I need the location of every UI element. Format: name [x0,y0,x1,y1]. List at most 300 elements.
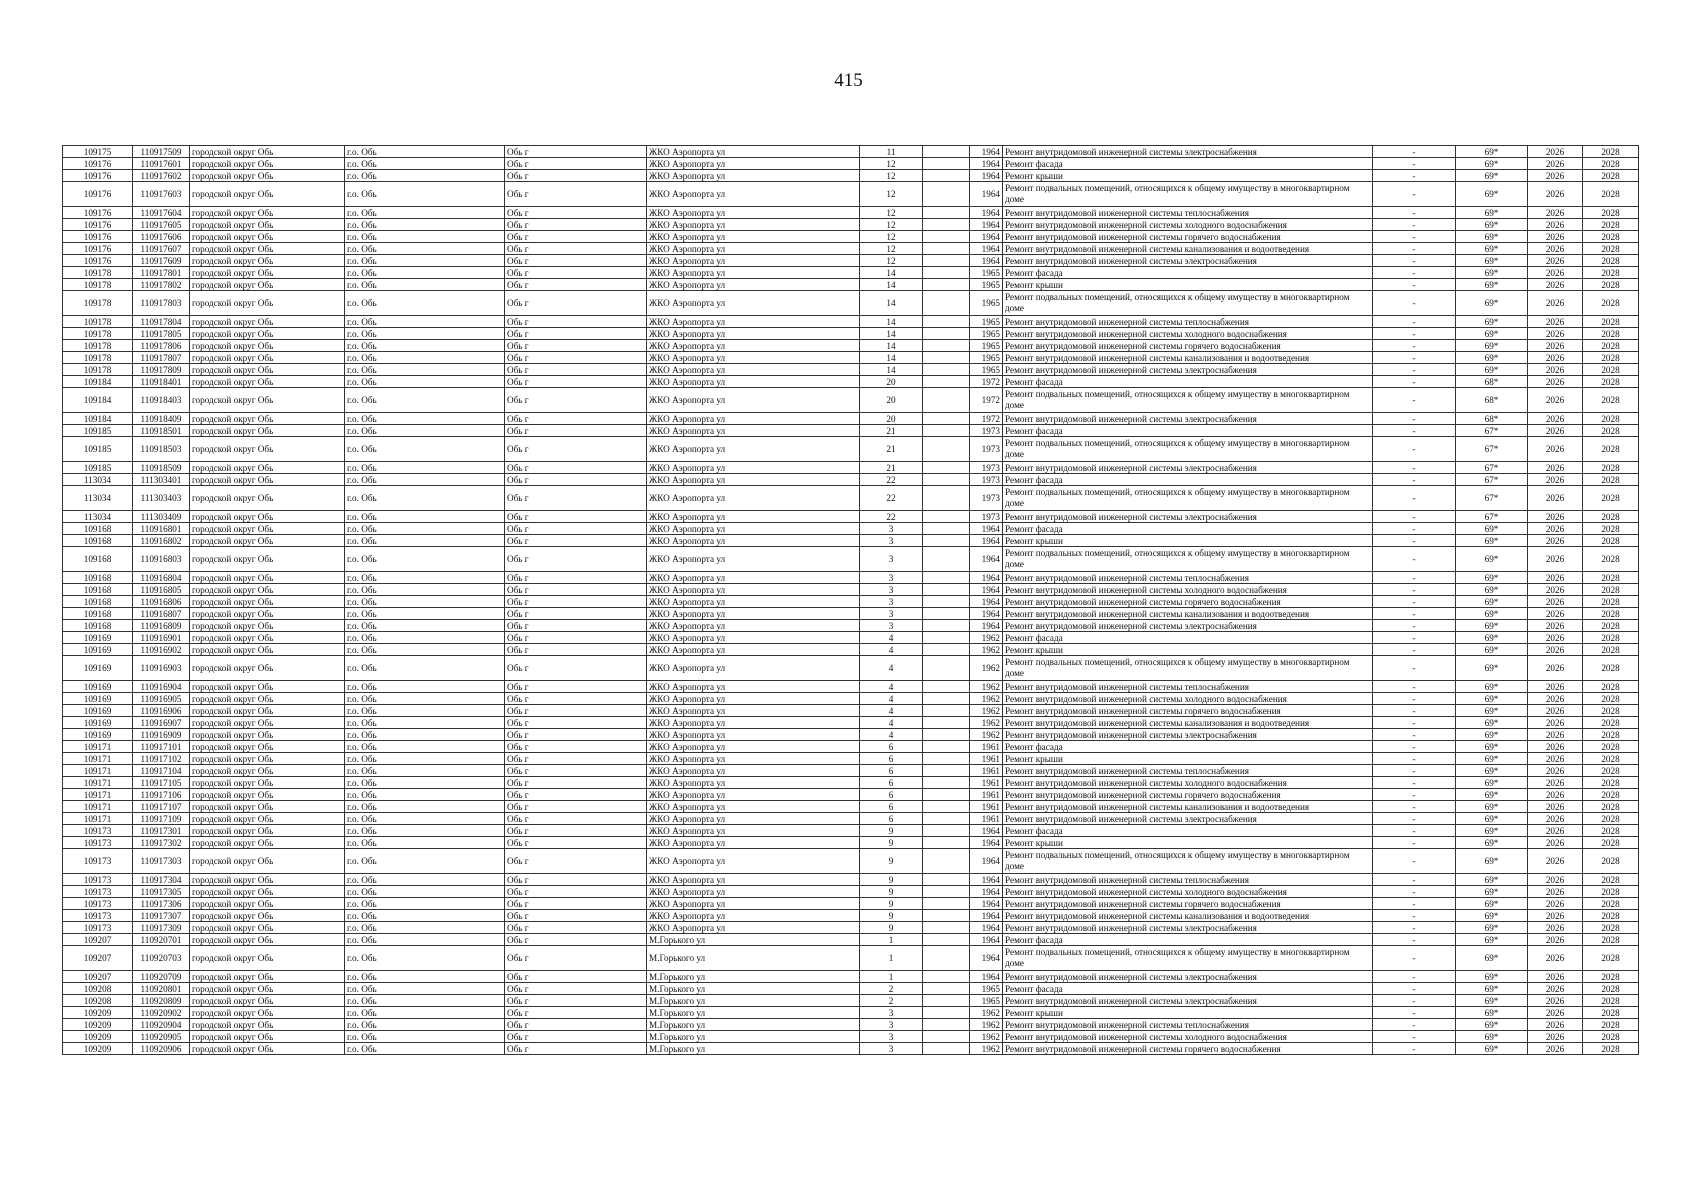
wear-cell: 69* [1456,910,1528,922]
start-year-cell: 2026 [1528,922,1583,934]
building-cell [923,620,970,632]
end-year-cell: 2028 [1583,632,1639,644]
settlement-cell: Обь г [505,777,647,789]
work-id-cell: 110917306 [133,898,190,910]
house-number-cell: 4 [860,632,923,644]
note-cell: - [1373,279,1456,291]
house-id-cell: 109176 [63,158,133,170]
end-year-cell: 2028 [1583,849,1639,874]
end-year-cell: 2028 [1583,182,1639,207]
house-number-cell: 1 [860,946,923,971]
wear-cell: 69* [1456,219,1528,231]
work-type-cell: Ремонт внутридомовой инженерной системы электроснабжения [1003,620,1373,632]
note-cell: - [1373,219,1456,231]
house-id-cell: 113034 [63,486,133,511]
municipality-cell: г.о. Обь [345,620,505,632]
note-cell: - [1373,170,1456,182]
start-year-cell: 2026 [1528,910,1583,922]
district-cell: городской округ Обь [190,608,345,620]
building-cell [923,813,970,825]
note-cell: - [1373,825,1456,837]
municipality-cell: г.о. Обь [345,632,505,644]
table-row [63,425,1639,437]
building-cell [923,995,970,1007]
building-cell [923,219,970,231]
street-cell: ЖКО Аэропорта ул [647,825,860,837]
year-cell: 1973 [970,511,1003,523]
end-year-cell: 2028 [1583,352,1639,364]
work-id-cell: 110917601 [133,158,190,170]
wear-cell: 69* [1456,837,1528,849]
house-number-cell: 14 [860,364,923,376]
table-row [63,158,1639,170]
settlement-cell: Обь г [505,413,647,425]
start-year-cell: 2026 [1528,741,1583,753]
house-id-cell: 109178 [63,279,133,291]
municipality-cell: г.о. Обь [345,825,505,837]
house-number-cell: 6 [860,753,923,765]
house-id-cell: 109176 [63,207,133,219]
work-type-cell: Ремонт внутридомовой инженерной системы электроснабжения [1003,462,1373,474]
work-type-cell: Ремонт внутридомовой инженерной системы электроснабжения [1003,255,1373,267]
work-id-cell: 110916905 [133,693,190,705]
street-cell: ЖКО Аэропорта ул [647,437,860,462]
work-id-cell: 110917809 [133,364,190,376]
building-cell [923,946,970,971]
work-type-cell: Ремонт внутридомовой инженерной системы теплоснабжения [1003,765,1373,777]
start-year-cell: 2026 [1528,547,1583,572]
end-year-cell: 2028 [1583,934,1639,946]
start-year-cell: 2026 [1528,462,1583,474]
building-cell [923,486,970,511]
house-id-cell: 109178 [63,328,133,340]
settlement-cell: Обь г [505,874,647,886]
note-cell: - [1373,523,1456,535]
municipality-cell: г.о. Обь [345,898,505,910]
building-cell [923,837,970,849]
note-cell: - [1373,437,1456,462]
start-year-cell: 2026 [1528,425,1583,437]
house-number-cell: 6 [860,777,923,789]
work-type-cell: Ремонт подвальных помещений, относящихся к общему имуществу в многоквартирном доме [1003,486,1373,511]
house-id-cell: 109171 [63,789,133,801]
start-year-cell: 2026 [1528,376,1583,388]
wear-cell: 69* [1456,572,1528,584]
end-year-cell: 2028 [1583,777,1639,789]
end-year-cell: 2028 [1583,279,1639,291]
year-cell: 1961 [970,765,1003,777]
year-cell: 1964 [970,934,1003,946]
building-cell [923,267,970,279]
table-row [63,729,1639,741]
house-number-cell: 9 [860,874,923,886]
end-year-cell: 2028 [1583,340,1639,352]
settlement-cell: Обь г [505,620,647,632]
wear-cell: 67* [1456,425,1528,437]
building-cell [923,886,970,898]
end-year-cell: 2028 [1583,462,1639,474]
building-cell [923,425,970,437]
district-cell: городской округ Обь [190,425,345,437]
house-id-cell: 109184 [63,413,133,425]
work-type-cell: Ремонт внутридомовой инженерной системы холодного водоснабжения [1003,1031,1373,1043]
work-id-cell: 110916802 [133,535,190,547]
district-cell: городской округ Обь [190,813,345,825]
end-year-cell: 2028 [1583,741,1639,753]
end-year-cell: 2028 [1583,572,1639,584]
house-id-cell: 109176 [63,243,133,255]
work-type-cell: Ремонт внутридомовой инженерной системы электроснабжения [1003,922,1373,934]
year-cell: 1962 [970,693,1003,705]
table-row [63,352,1639,364]
work-type-cell: Ремонт крыши [1003,644,1373,656]
work-type-cell: Ремонт крыши [1003,279,1373,291]
end-year-cell: 2028 [1583,267,1639,279]
district-cell: городской округ Обь [190,279,345,291]
building-cell [923,511,970,523]
district-cell: городской округ Обь [190,934,345,946]
street-cell: ЖКО Аэропорта ул [647,717,860,729]
work-id-cell: 110917801 [133,267,190,279]
settlement-cell: Обь г [505,279,647,291]
municipality-cell: г.о. Обь [345,1043,505,1055]
note-cell: - [1373,584,1456,596]
start-year-cell: 2026 [1528,813,1583,825]
settlement-cell: Обь г [505,765,647,777]
street-cell: ЖКО Аэропорта ул [647,632,860,644]
note-cell: - [1373,352,1456,364]
note-cell: - [1373,364,1456,376]
district-cell: городской округ Обь [190,886,345,898]
year-cell: 1964 [970,584,1003,596]
district-cell: городской округ Обь [190,922,345,934]
house-id-cell: 109208 [63,983,133,995]
district-cell: городской округ Обь [190,849,345,874]
wear-cell: 68* [1456,376,1528,388]
house-number-cell: 14 [860,316,923,328]
year-cell: 1964 [970,608,1003,620]
start-year-cell: 2026 [1528,801,1583,813]
municipality-cell: г.о. Обь [345,910,505,922]
building-cell [923,1043,970,1055]
work-type-cell: Ремонт фасада [1003,474,1373,486]
work-type-cell: Ремонт крыши [1003,1007,1373,1019]
work-type-cell: Ремонт внутридомовой инженерной системы теплоснабжения [1003,1019,1373,1031]
municipality-cell: г.о. Обь [345,946,505,971]
year-cell: 1964 [970,170,1003,182]
wear-cell: 69* [1456,328,1528,340]
end-year-cell: 2028 [1583,207,1639,219]
note-cell: - [1373,316,1456,328]
municipality-cell: г.о. Обь [345,182,505,207]
year-cell: 1965 [970,983,1003,995]
table-row [63,207,1639,219]
note-cell: - [1373,1019,1456,1031]
work-id-cell: 110916903 [133,656,190,681]
building-cell [923,789,970,801]
street-cell: ЖКО Аэропорта ул [647,425,860,437]
end-year-cell: 2028 [1583,511,1639,523]
house-number-cell: 6 [860,789,923,801]
house-id-cell: 109178 [63,291,133,316]
work-id-cell: 110917805 [133,328,190,340]
house-number-cell: 4 [860,705,923,717]
work-id-cell: 110918503 [133,437,190,462]
street-cell: М.Горького ул [647,1043,860,1055]
settlement-cell: Обь г [505,849,647,874]
wear-cell: 69* [1456,146,1528,158]
work-id-cell: 110920905 [133,1031,190,1043]
start-year-cell: 2026 [1528,898,1583,910]
district-cell: городской округ Обь [190,316,345,328]
street-cell: ЖКО Аэропорта ул [647,243,860,255]
end-year-cell: 2028 [1583,1019,1639,1031]
settlement-cell: Обь г [505,535,647,547]
work-id-cell: 110917603 [133,182,190,207]
work-type-cell: Ремонт внутридомовой инженерной системы канализования и водоотведения [1003,608,1373,620]
start-year-cell: 2026 [1528,255,1583,267]
municipality-cell: г.о. Обь [345,547,505,572]
wear-cell: 69* [1456,1043,1528,1055]
note-cell: - [1373,934,1456,946]
house-number-cell: 6 [860,801,923,813]
note-cell: - [1373,158,1456,170]
wear-cell: 69* [1456,1019,1528,1031]
house-id-cell: 109173 [63,910,133,922]
house-number-cell: 9 [860,886,923,898]
start-year-cell: 2026 [1528,644,1583,656]
district-cell: городской округ Обь [190,983,345,995]
wear-cell: 69* [1456,777,1528,789]
table-row [63,486,1639,511]
district-cell: городской округ Обь [190,1031,345,1043]
year-cell: 1962 [970,1007,1003,1019]
wear-cell: 69* [1456,729,1528,741]
work-type-cell: Ремонт внутридомовой инженерной системы электроснабжения [1003,995,1373,1007]
building-cell [923,316,970,328]
start-year-cell: 2026 [1528,1043,1583,1055]
wear-cell: 69* [1456,849,1528,874]
settlement-cell: Обь г [505,681,647,693]
district-cell: городской округ Обь [190,255,345,267]
building-cell [923,352,970,364]
building-cell [923,849,970,874]
settlement-cell: Обь г [505,837,647,849]
start-year-cell: 2026 [1528,146,1583,158]
house-number-cell: 3 [860,1043,923,1055]
house-number-cell: 3 [860,1007,923,1019]
district-cell: городской округ Обь [190,437,345,462]
note-cell: - [1373,1031,1456,1043]
table-row [63,596,1639,608]
municipality-cell: г.о. Обь [345,243,505,255]
start-year-cell: 2026 [1528,219,1583,231]
note-cell: - [1373,693,1456,705]
street-cell: ЖКО Аэропорта ул [647,729,860,741]
start-year-cell: 2026 [1528,705,1583,717]
municipality-cell: г.о. Обь [345,681,505,693]
end-year-cell: 2028 [1583,243,1639,255]
end-year-cell: 2028 [1583,837,1639,849]
table-row [63,291,1639,316]
wear-cell: 69* [1456,886,1528,898]
year-cell: 1962 [970,705,1003,717]
work-type-cell: Ремонт подвальных помещений, относящихся к общему имуществу в многоквартирном доме [1003,388,1373,413]
building-cell [923,364,970,376]
table-row [63,340,1639,352]
work-id-cell: 110916907 [133,717,190,729]
wear-cell: 67* [1456,511,1528,523]
work-type-cell: Ремонт внутридомовой инженерной системы горячего водоснабжения [1003,596,1373,608]
settlement-cell: Обь г [505,572,647,584]
table-row [63,182,1639,207]
wear-cell: 69* [1456,644,1528,656]
district-cell: городской округ Обь [190,462,345,474]
work-id-cell: 110916904 [133,681,190,693]
end-year-cell: 2028 [1583,1031,1639,1043]
municipality-cell: г.о. Обь [345,158,505,170]
house-number-cell: 20 [860,388,923,413]
work-type-cell: Ремонт подвальных помещений, относящихся к общему имуществу в многоквартирном доме [1003,182,1373,207]
work-id-cell: 110920701 [133,934,190,946]
start-year-cell: 2026 [1528,620,1583,632]
start-year-cell: 2026 [1528,765,1583,777]
note-cell: - [1373,632,1456,644]
street-cell: ЖКО Аэропорта ул [647,620,860,632]
table-row [63,146,1639,158]
municipality-cell: г.о. Обь [345,207,505,219]
settlement-cell: Обь г [505,243,647,255]
end-year-cell: 2028 [1583,474,1639,486]
district-cell: городской округ Обь [190,898,345,910]
repair-schedule-table [62,145,1639,1055]
work-type-cell: Ремонт внутридомовой инженерной системы горячего водоснабжения [1003,231,1373,243]
building-cell [923,1007,970,1019]
work-type-cell: Ремонт подвальных помещений, относящихся к общему имуществу в многоквартирном доме [1003,656,1373,681]
year-cell: 1962 [970,632,1003,644]
year-cell: 1973 [970,437,1003,462]
district-cell: городской округ Обь [190,584,345,596]
house-number-cell: 12 [860,182,923,207]
building-cell [923,910,970,922]
work-id-cell: 110916801 [133,523,190,535]
house-id-cell: 109209 [63,1043,133,1055]
settlement-cell: Обь г [505,813,647,825]
building-cell [923,388,970,413]
house-number-cell: 4 [860,729,923,741]
municipality-cell: г.о. Обь [345,765,505,777]
work-type-cell: Ремонт подвальных помещений, относящихся к общему имуществу в многоквартирном доме [1003,291,1373,316]
house-number-cell: 9 [860,910,923,922]
end-year-cell: 2028 [1583,291,1639,316]
start-year-cell: 2026 [1528,364,1583,376]
end-year-cell: 2028 [1583,995,1639,1007]
end-year-cell: 2028 [1583,328,1639,340]
table-row [63,910,1639,922]
municipality-cell: г.о. Обь [345,971,505,983]
settlement-cell: Обь г [505,158,647,170]
year-cell: 1964 [970,825,1003,837]
table-row [63,279,1639,291]
work-id-cell: 110916909 [133,729,190,741]
district-cell: городской округ Обь [190,801,345,813]
table-row [63,267,1639,279]
street-cell: ЖКО Аэропорта ул [647,158,860,170]
municipality-cell: г.о. Обь [345,1031,505,1043]
table-row [63,825,1639,837]
house-number-cell: 3 [860,572,923,584]
note-cell: - [1373,801,1456,813]
district-cell: городской округ Обь [190,741,345,753]
work-id-cell: 110918509 [133,462,190,474]
work-type-cell: Ремонт внутридомовой инженерной системы теплоснабжения [1003,207,1373,219]
house-number-cell: 11 [860,146,923,158]
wear-cell: 69* [1456,789,1528,801]
work-id-cell: 110917803 [133,291,190,316]
work-type-cell: Ремонт подвальных помещений, относящихся к общему имуществу в многоквартирном доме [1003,946,1373,971]
start-year-cell: 2026 [1528,474,1583,486]
street-cell: ЖКО Аэропорта ул [647,535,860,547]
building-cell [923,934,970,946]
house-id-cell: 109171 [63,765,133,777]
house-id-cell: 113034 [63,511,133,523]
work-id-cell: 110917107 [133,801,190,813]
municipality-cell: г.о. Обь [345,474,505,486]
work-type-cell: Ремонт внутридомовой инженерной системы электроснабжения [1003,971,1373,983]
street-cell: ЖКО Аэропорта ул [647,352,860,364]
table-row [63,364,1639,376]
house-number-cell: 12 [860,207,923,219]
settlement-cell: Обь г [505,486,647,511]
house-number-cell: 20 [860,376,923,388]
end-year-cell: 2028 [1583,437,1639,462]
district-cell: городской округ Обь [190,388,345,413]
building-cell [923,922,970,934]
settlement-cell: Обь г [505,825,647,837]
year-cell: 1964 [970,572,1003,584]
district-cell: городской округ Обь [190,837,345,849]
wear-cell: 69* [1456,243,1528,255]
end-year-cell: 2028 [1583,376,1639,388]
house-id-cell: 109171 [63,777,133,789]
work-id-cell: 111303409 [133,511,190,523]
municipality-cell: г.о. Обь [345,462,505,474]
settlement-cell: Обь г [505,316,647,328]
house-id-cell: 109173 [63,825,133,837]
street-cell: ЖКО Аэропорта ул [647,596,860,608]
work-id-cell: 110916906 [133,705,190,717]
building-cell [923,874,970,886]
house-id-cell: 109176 [63,219,133,231]
start-year-cell: 2026 [1528,340,1583,352]
street-cell: ЖКО Аэропорта ул [647,753,860,765]
table-row [63,584,1639,596]
house-id-cell: 109209 [63,1019,133,1031]
work-id-cell: 110917806 [133,340,190,352]
note-cell: - [1373,608,1456,620]
start-year-cell: 2026 [1528,632,1583,644]
end-year-cell: 2028 [1583,535,1639,547]
table-row [63,765,1639,777]
work-id-cell: 110916901 [133,632,190,644]
street-cell: ЖКО Аэропорта ул [647,462,860,474]
work-id-cell: 110917309 [133,922,190,934]
work-type-cell: Ремонт внутридомовой инженерной системы горячего водоснабжения [1003,898,1373,910]
street-cell: ЖКО Аэропорта ул [647,207,860,219]
house-number-cell: 14 [860,291,923,316]
work-id-cell: 110917101 [133,741,190,753]
end-year-cell: 2028 [1583,620,1639,632]
